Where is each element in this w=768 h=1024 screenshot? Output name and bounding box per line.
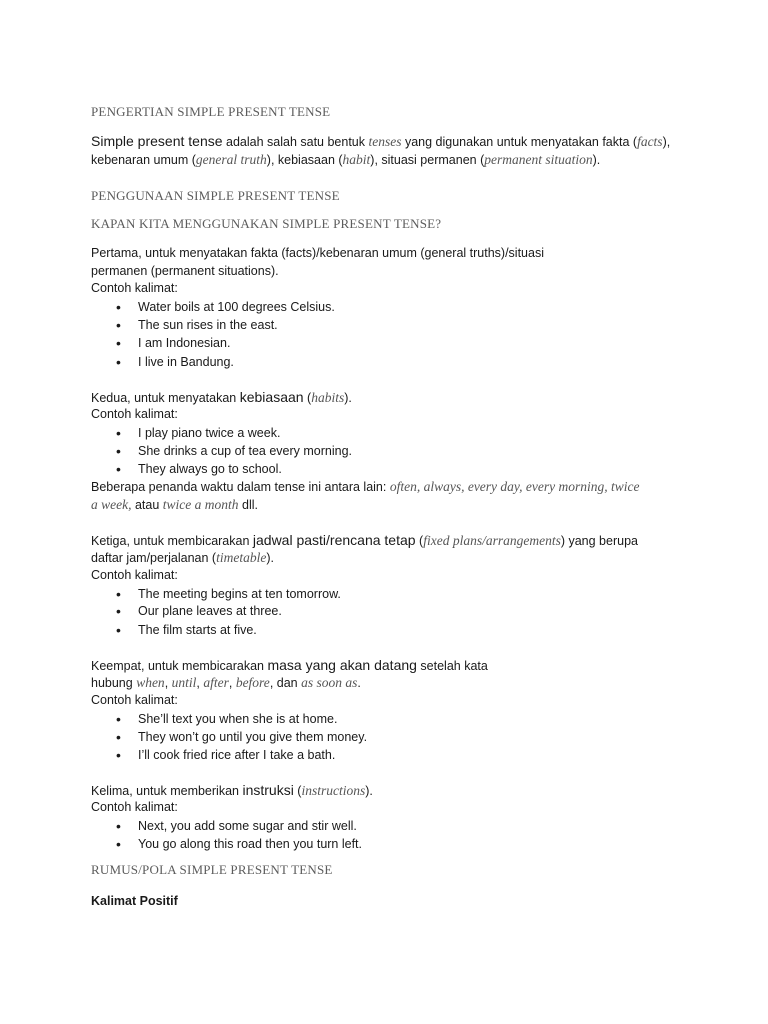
section1-example-label: Contoh kalimat: — [91, 281, 178, 295]
section5-example-label: Contoh kalimat: — [91, 800, 178, 814]
heading-kapan: KAPAN KITA MENGGUNAKAN SIMPLE PRESENT TENSE? — [91, 216, 442, 231]
section3-line-2: daftar jam/perjalanan (timetable). — [91, 550, 274, 565]
section1-line-2: permanen (permanent situations). — [91, 264, 279, 278]
document-page: PENGERTIAN SIMPLE PRESENT TENSE Simple present tense adalah salah satu bentuk tenses yang digunakan untuk menyatakan fakta (facts), kebenaran umum (general truth), kebiasaan (habit), situasi permanen (permanent situation). PENGGUNAAN SIMPLE PRESENT TENSE KAPAN KITA MENGGUNAKAN SIMPLE PRESENT TENSE? Pertama, untuk menyatakan fakta (facts)/kebenaran umum (general truths)/situasi permanen (permanent situations). Contoh kalimat: • Water boils at 100 degrees Celsius. • The sun rises in the east. • I am Indonesian. • I live in Bandung. Kedua, untuk menyatakan kebiasaan (habits). Contoh kalimat: • I play piano twice a week. • She drinks a cup of tea every morning. • They always go to school. Beberapa penanda waktu dalam tense ini antara lain: often, always, every day, every morning, twice a week, atau twice a month dll. Ketiga, untuk membicarakan jadwal pasti/rencana tetap (fixed plans/arrangements) yang berupa daftar jam/perjalanan (timetable). Contoh kalimat: • The meeting begins at ten tomorrow. • Our plane leaves at three. • The film starts at five. Keempat, untuk membicarakan masa yang akan datang setelah kata hubung when, until, after, before, dan as soon as. Contoh kalimat: • She’ll text you when she is at home. • They won’t go until you give them money. • I’ll cook fried rice after I take a bath. Kelima, untuk memberikan instruksi (instructions). Contoh kalimat: • Next, you add some sugar and stir well. • You go along this road then you turn left. RUMUS/POLA SIMPLE PRESENT TENSE Kalimat Positif — [91, 104, 671, 908]
definition-line-2: kebenaran umum (general truth), kebiasaan (habit), situasi permanen (permanent situation). — [91, 152, 601, 167]
section2-note-line-2: a week, atau twice a month dll. — [91, 497, 258, 512]
subheading-kalimat-positif: Kalimat Positif — [91, 894, 178, 908]
section1-line-1: Pertama, untuk menyatakan fakta (facts)/kebenaran umum (general truths)/situasi — [91, 246, 544, 260]
heading-penggunaan: PENGGUNAAN SIMPLE PRESENT TENSE — [91, 188, 340, 203]
section2-example-label: Contoh kalimat: — [91, 407, 178, 421]
section3-example-label: Contoh kalimat: — [91, 568, 178, 582]
definition-line-1: Simple present tense adalah salah satu bentuk tenses yang digunakan untuk menyatakan fakta (facts), — [91, 133, 671, 149]
section4-example-label: Contoh kalimat: — [91, 693, 178, 707]
section2-note-line-1: Beberapa penanda waktu dalam tense ini antara lain: often, always, every day, every morning, twice — [91, 479, 640, 494]
section4-line-2: hubung when, until, after, before, dan as soon as. — [91, 675, 361, 690]
heading-pengertian: PENGERTIAN SIMPLE PRESENT TENSE — [91, 104, 331, 119]
section5-line-1: Kelima, untuk memberikan instruksi (instructions). — [91, 782, 373, 798]
term-simple-present: Simple present tense — [91, 133, 223, 149]
section4-line-1: Keempat, untuk membicarakan masa yang akan datang setelah kata — [91, 657, 488, 673]
section3-line-1: Ketiga, untuk membicarakan jadwal pasti/rencana tetap (fixed plans/arrangements) yang berupa — [91, 532, 638, 548]
heading-rumus: RUMUS/POLA SIMPLE PRESENT TENSE — [91, 862, 333, 877]
section2-line-1: Kedua, untuk menyatakan kebiasaan (habits). — [91, 389, 352, 405]
